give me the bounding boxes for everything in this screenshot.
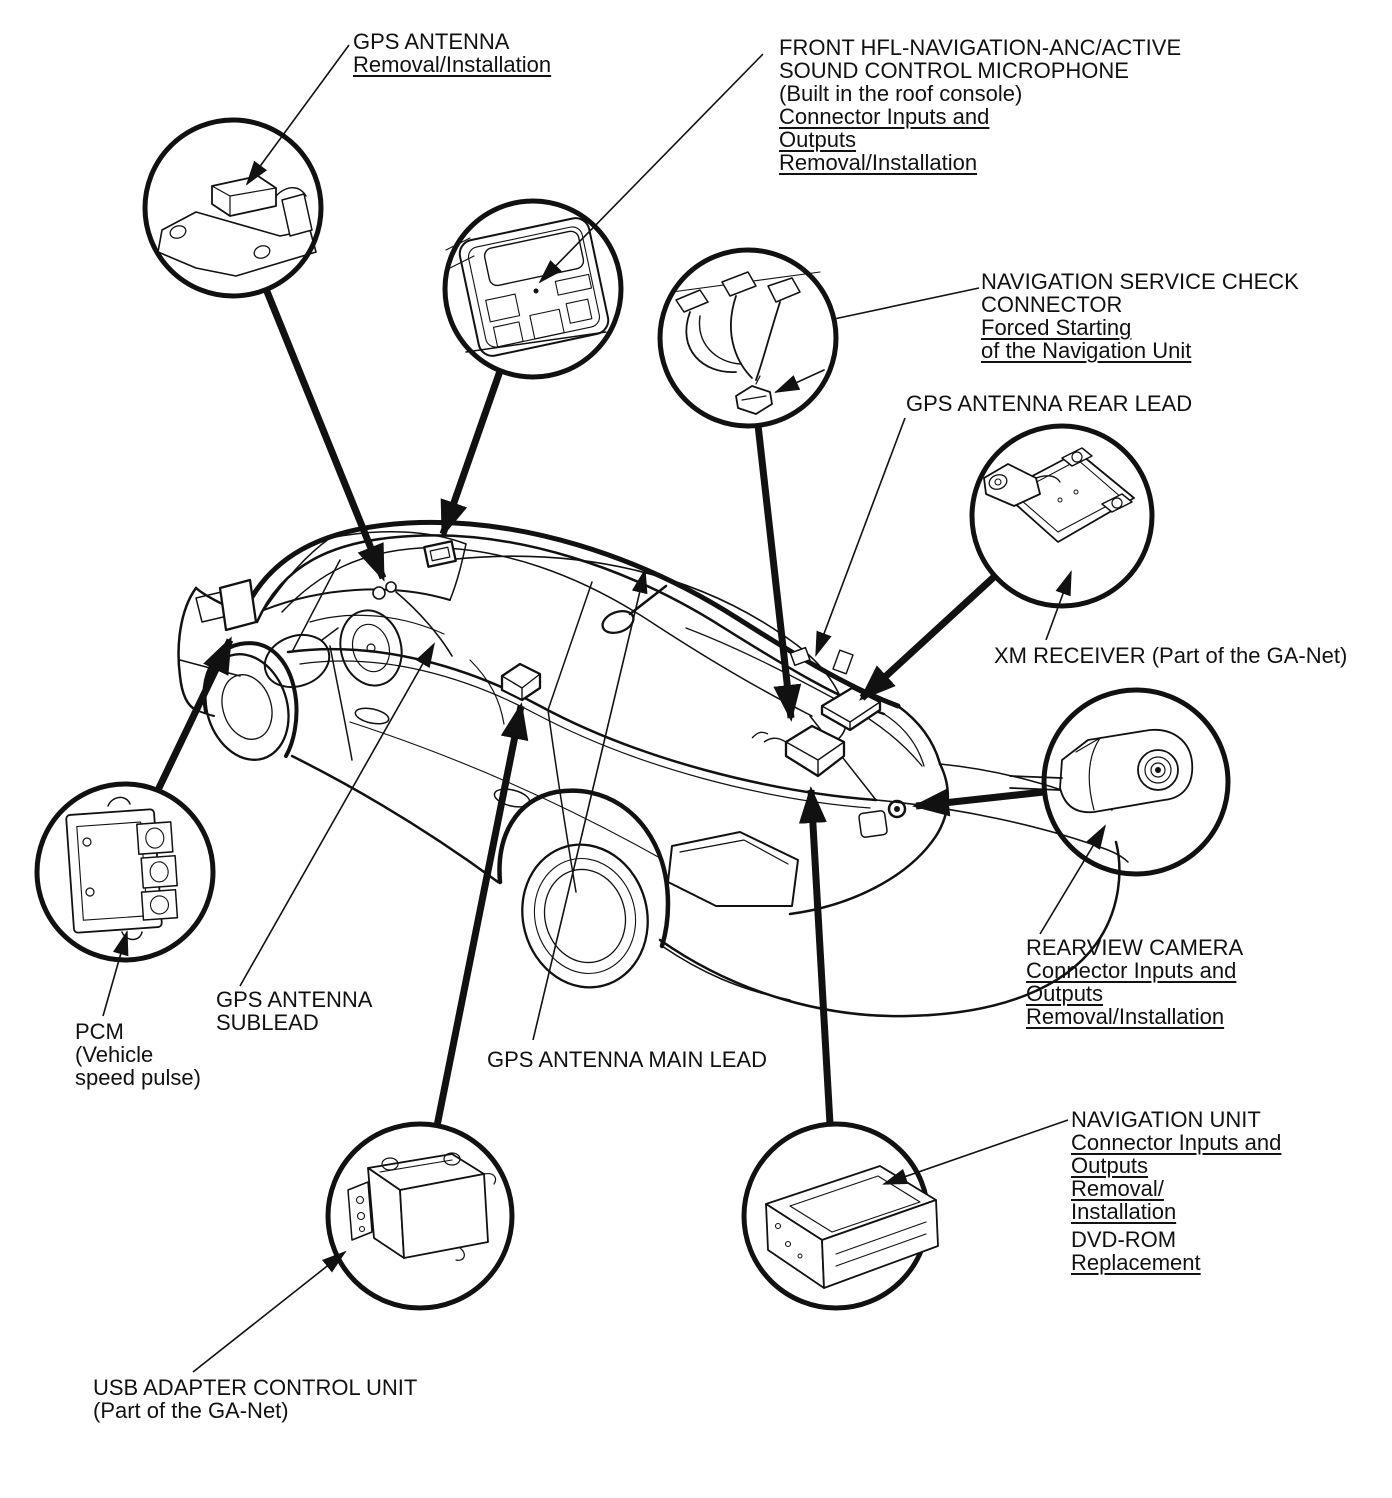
callout-rearview-camera [1010,690,1228,874]
label-title: NAVIGATION SERVICE CHECK [981,269,1299,294]
link-removal-installation[interactable]: Removal/Installation [1026,1004,1225,1029]
leader-nav-unit-label [884,1120,1068,1184]
arrow-pcm-to-car [158,640,230,790]
label-pcm [75,1020,201,1089]
label-title: CONNECTOR [981,292,1123,317]
car-illustration [179,522,1128,1016]
arrow-nav-unit-to-car [811,790,830,1124]
callout-nav-unit [744,1124,938,1308]
link-installation[interactable]: Installation [1071,1199,1177,1224]
leader-gps-antenna-label [247,45,349,184]
link-forced-starting-2[interactable]: of the Navigation Unit [981,338,1192,363]
arrow-gps-antenna-to-car [266,289,383,578]
label-rearview-camera [1026,936,1243,1028]
label-front-mic [779,36,1181,174]
label-nav-unit [1071,1108,1281,1274]
label-gps-rear-lead [906,392,1192,415]
label-gps-sublead [216,988,372,1034]
label-title: SOUND CONTROL MICROPHONE [779,58,1129,83]
label-subtitle: speed pulse) [75,1065,201,1090]
link-removal-installation[interactable]: Removal/Installation [779,150,978,175]
link-removal-installation[interactable]: Removal/Installation [353,52,552,77]
arrow-service-to-car [758,425,791,718]
label-title: GPS ANTENNA MAIN LEAD [487,1047,767,1072]
label-title: NAVIGATION UNIT [1071,1107,1261,1132]
link-connector-inputs[interactable]: Connector Inputs and [1071,1130,1282,1155]
leader-lines [103,45,1105,1372]
arrow-roof-console-to-car [443,371,500,534]
arrow-camera-to-car [916,792,1044,806]
label-title: USB ADAPTER CONTROL UNIT [93,1375,418,1400]
label-gps-antenna [353,30,551,76]
label-title: SUBLEAD [216,1010,319,1035]
label-title: GPS ANTENNA REAR LEAD [906,391,1193,416]
leader-pcm-label [103,932,127,1016]
link-replacement[interactable]: Replacement [1071,1250,1201,1275]
callout-gps-antenna [145,120,321,296]
link-connector-inputs[interactable]: Connector Inputs and [779,104,990,129]
label-usb-adapter [93,1376,417,1422]
link-outputs[interactable]: Outputs [779,127,857,152]
leader-usb-label [193,1252,345,1372]
leader-rearview-label [1040,826,1105,934]
label-title: XM RECEIVER (Part of the GA-Net) [994,643,1348,668]
label-subtitle: (Vehicle [75,1042,154,1067]
callout-xm-receiver [972,426,1152,606]
arrow-xm-to-car [862,576,995,698]
leader-service-label [834,288,979,319]
callout-pcm [37,784,213,960]
label-dvd-rom: DVD-ROM [1071,1227,1177,1252]
leader-sublead-label [240,644,434,986]
link-removal[interactable]: Removal/ [1071,1176,1164,1201]
label-title: GPS ANTENNA [353,29,510,54]
label-title: PCM [75,1019,124,1044]
label-subtitle: (Built in the roof console) [779,81,1023,106]
label-nav-service [981,270,1299,362]
leader-main-lead-label [533,570,645,1040]
label-title: FRONT HFL-NAVIGATION-ANC/ACTIVE [779,35,1182,60]
leader-mic-label [540,54,763,282]
label-title: REARVIEW CAMERA [1026,935,1244,960]
label-gps-main-lead [487,1048,767,1071]
callout-roof-console [445,201,621,377]
callout-service-connector [660,250,836,426]
link-outputs[interactable]: Outputs [1026,981,1104,1006]
link-forced-starting[interactable]: Forced Starting [981,315,1132,340]
link-connector-inputs[interactable]: Connector Inputs and [1026,958,1237,983]
callout-usb-adapter [328,1124,512,1308]
leader-rear-lead-label [816,418,905,655]
label-xm-receiver [994,644,1347,667]
link-outputs[interactable]: Outputs [1071,1153,1149,1178]
label-subtitle: (Part of the GA-Net) [93,1398,289,1423]
label-title: GPS ANTENNA [216,987,373,1012]
